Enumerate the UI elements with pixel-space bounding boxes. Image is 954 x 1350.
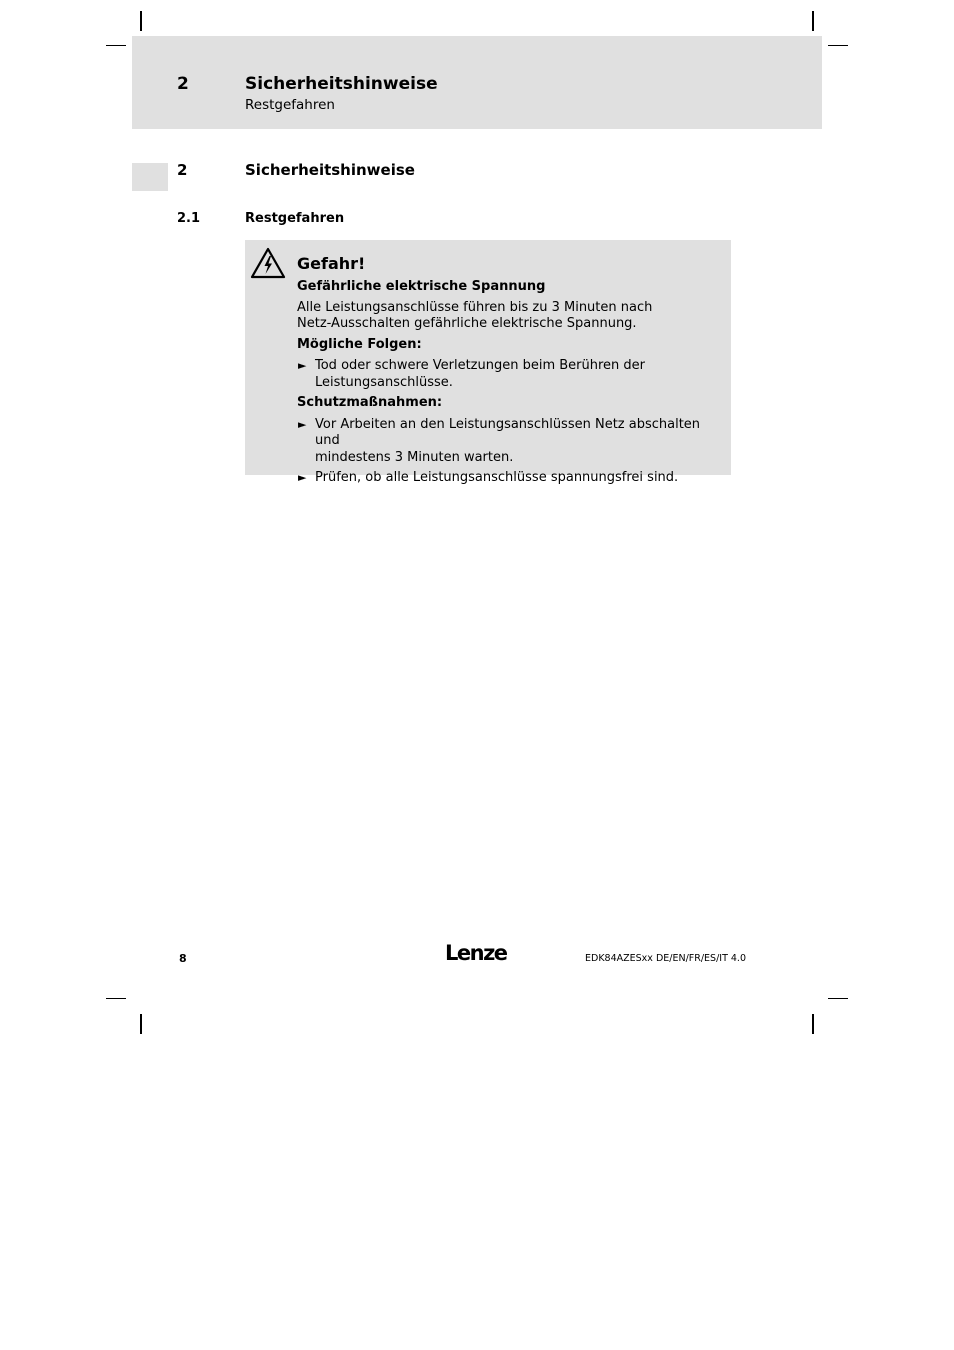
crop-mark [828, 45, 848, 46]
warning-text-line: Alle Leistungsanschlüsse führen bis zu 3 Minuten nach [297, 299, 653, 315]
warning-text [297, 300, 725, 333]
list-item-line: Tod oder schwere Verletzungen beim Berühren der [315, 358, 646, 373]
subsection-number: 2.1 [177, 211, 201, 226]
electrical-hazard-icon [250, 247, 286, 279]
list-item [297, 470, 725, 487]
measures-label: Schutzmaßnahmen: [297, 395, 443, 410]
list-item [297, 417, 725, 467]
crop-mark [140, 1014, 142, 1034]
header-chapter-title: Sicherheitshinweise [245, 74, 438, 94]
warning-text-line: Netz-Ausschalten gefährliche elektrische Spannung. [297, 316, 637, 331]
header-chapter-number: 2 [177, 74, 189, 94]
warning-title: Gefahr! [297, 254, 366, 273]
subsection-title: Restgefahren [245, 211, 345, 226]
bullet-arrow-icon: ► [298, 417, 307, 431]
list-item-line: Vor Arbeiten an den Leistungsanschlüssen Netz abschalten und [315, 416, 701, 448]
warning-content [297, 254, 725, 491]
list-item-line: mindestens 3 Minuten warten. [315, 449, 514, 465]
crop-mark [106, 45, 126, 46]
bullet-arrow-icon: ► [298, 359, 307, 372]
bullet-arrow-icon: ► [298, 471, 307, 484]
chapter-tab [132, 163, 168, 191]
list-item-line: Prüfen, ob alle Leistungsanschlüsse spannungsfrei sind. [315, 470, 679, 485]
crop-mark [828, 998, 848, 999]
list-item-line: Leistungsanschlüsse. [315, 374, 453, 390]
lenze-logo: Lenze [445, 941, 507, 965]
header-subtitle: Restgefahren [245, 97, 335, 113]
section-title: Sicherheitshinweise [245, 161, 415, 179]
page-number: 8 [179, 952, 187, 965]
crop-mark [140, 11, 142, 31]
crop-mark [812, 11, 814, 31]
crop-mark [106, 998, 126, 999]
consequences-label: Mögliche Folgen: [297, 336, 422, 352]
list-item [297, 358, 725, 391]
crop-mark [812, 1014, 814, 1034]
warning-subtitle: Gefährliche elektrische Spannung [297, 279, 546, 294]
header-band [132, 36, 822, 129]
danger-warning-box [245, 240, 731, 485]
section-number: 2 [177, 161, 188, 179]
document-id: EDK84AZESxx DE/EN/FR/ES/IT 4.0 [585, 953, 746, 964]
